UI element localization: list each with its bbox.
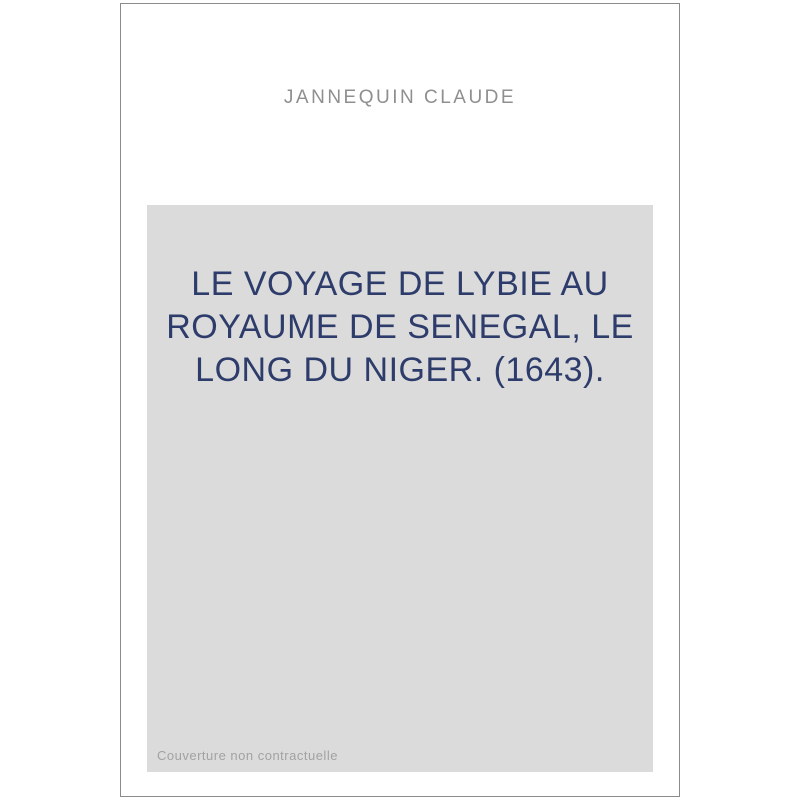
author-name: JANNEQUIN CLAUDE <box>283 87 517 108</box>
book-title-line-2: ROYAUME DE SENEGAL, LE <box>166 308 634 346</box>
book-title-line-3: LONG DU NIGER. (1643). <box>195 351 605 389</box>
title-panel <box>147 205 653 772</box>
book-title <box>147 205 653 392</box>
book-title-line-1: LE VOYAGE DE LYBIE AU <box>191 265 609 303</box>
cover-disclaimer: Couverture non contractuelle <box>157 748 338 763</box>
book-cover-page <box>120 3 680 797</box>
